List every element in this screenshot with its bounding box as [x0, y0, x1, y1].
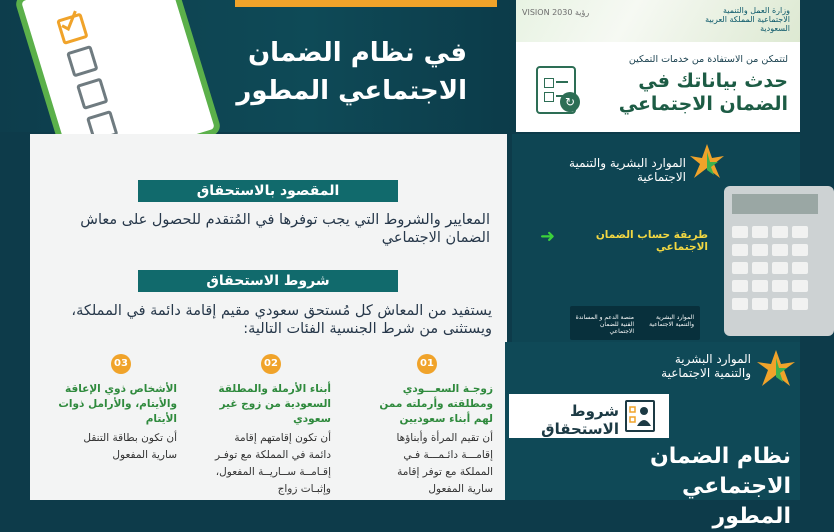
category-body: أن تكون إقامتهم إقامة دائمة في المملكة مع توفـر إقـامــة ســاريــة المفعول، وإثبـات زواج [215, 432, 331, 495]
calculation-caption: طريقة حساب الضمان الاجتماعي [595, 229, 708, 253]
banner-title-line2: الاجتماعي المطور [236, 76, 467, 106]
leaf-logo-icon [690, 142, 724, 182]
banner-bottom-right [505, 342, 800, 529]
conditions-text: يستفيد من المعاش كل مُستحق سعودي مقيم إقامة دائمة في المملكة، ويستثنى من شرط الجنسية الفئات التالية: [71, 303, 492, 337]
checkbox-icon [76, 78, 108, 110]
banner-title-line2: الضمان الاجتماعي [618, 93, 788, 115]
ministry-logo: الموارد البشرية والتنمية الاجتماعية [649, 314, 694, 328]
banner-top-left [0, 0, 515, 132]
refresh-icon: ↻ [560, 92, 580, 112]
category-title: الأشخاص ذوي الإعاقة والأيتام، والأرامل ذوات الأيتام [58, 383, 177, 425]
calculator-icon [724, 186, 834, 336]
person-checklist-icon [625, 400, 655, 432]
banner-title [621, 442, 791, 532]
number-badge: 03 [111, 354, 131, 374]
ministry-logo: الموارد البشرية والتنمية الاجتماعية [661, 352, 751, 380]
footer-logos [570, 306, 700, 340]
category-title: زوجـة السعـــودي ومطلقته وأرملته ممن لهم أبناء سعوديين [379, 383, 493, 425]
vision-2030-logo: VISION رؤية 2030 [522, 8, 590, 17]
checkbox-icon [66, 45, 98, 77]
banner-title-line2: الاجتماعي المطور [681, 474, 791, 529]
definition-heading: المقصود بالاستحقاق [138, 180, 398, 202]
leaf-logo-icon [757, 348, 795, 388]
conditions-heading: شروط الاستحقاق [138, 270, 398, 292]
banner-title [207, 34, 467, 110]
ministry-logo: وزارة العمل والتنمية الاجتماعية المملكة العربية السعودية [705, 6, 790, 33]
category-body: أن تقيم المرأة وأبناؤها إقامـــة دائـمـــة فـي المملكة مع توفر إقامة سارية المفعول [396, 432, 493, 495]
checked-box-icon [56, 13, 88, 45]
support-platform-logo: منصة الدعم و المساندة الفنية للضمان الاجتماعي [575, 314, 634, 335]
category-body: أن تكون بطاقة التنقل سارية المفعول [83, 432, 177, 461]
orange-accent-bar [235, 0, 497, 7]
arrow-icon: ➜ [540, 226, 556, 247]
banner-calculator [512, 134, 800, 342]
category-title: أبناء الأرملة والمطلقة السعودية من زوج غير سعودي [218, 383, 331, 425]
ministry-logo: الموارد البشرية والتنمية الاجتماعية [569, 156, 686, 184]
number-badge: 01 [417, 354, 437, 374]
banner-title-line1: حدث بياناتك في [638, 70, 788, 92]
eligibility-chip [509, 394, 669, 438]
number-badge: 02 [261, 354, 281, 374]
definition-text: المعايير والشروط التي يجب توفرها في المُتقدم للحصول على معاش الضمان الاجتماعي [80, 212, 490, 246]
banner-subtitle: لتتمكن من الاستفادة من خدمات التمكين [628, 54, 788, 65]
eligibility-infographic [30, 134, 507, 500]
banner-title [588, 70, 788, 116]
chip-label: شروط الاستحقاق [541, 402, 619, 438]
banner-title-line1: في نظام الضمان [247, 38, 467, 68]
banner-top-right [516, 0, 800, 132]
banner-title-line1: نظام الضمان [649, 444, 791, 469]
